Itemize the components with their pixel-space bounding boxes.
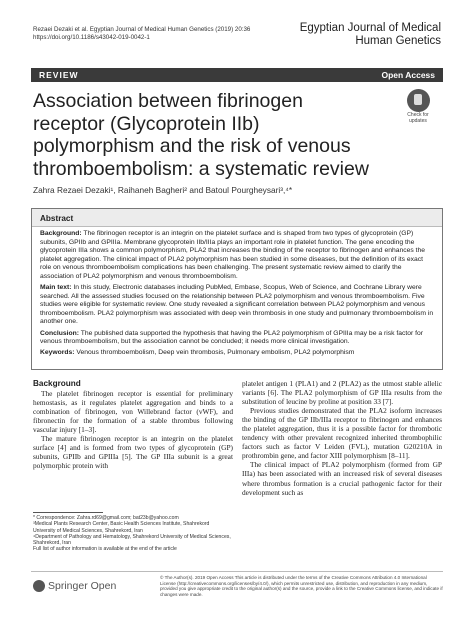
springer-horse-icon: [33, 580, 45, 592]
publisher-logo: [33, 579, 151, 593]
badge-label: [399, 113, 437, 124]
footnote-divider: [33, 512, 103, 513]
abstract-keywords: [40, 349, 436, 358]
badge-label-line1: Check for: [407, 112, 429, 118]
affiliation-note: ³Medical Plants Research Center, Basic Health Sciences Institute, Shahrekord University of Medical Sciences, Shahrekord, Iran: [33, 521, 210, 534]
abstract-main-text: [40, 284, 436, 327]
journal-name-line1: Egyptian Journal of Medical: [299, 22, 441, 34]
main-text: In this study, Electronic databases including PubMed, Embase, Scopus, Web of Science, and Cochrane Library were searched. All the assessed studies focused on the relationship between PLA2 polymorphism and venous thromboembolism. Five studies were eligible for systematic review. One study revealed a significant correlation between PLA2 polymorphism and venous thromboembolism. PLA2 polymorphism was associated with deep vein thrombosis in one study and pulmonary thromboembolism in another one.: [40, 284, 434, 326]
license-text: © The Author(s). 2019 Open Access This article is distributed under the terms of the Creative Commons Attribution 4.0 International License (http://creativecommons.org/licenses/by/4.0/), which permits unrestricted use, distribution, and reproduction in any medium, provided you give appropriate credit to the original author(s) and the source, provide a link to the Creative Commons license, and indicate if changes were made.: [160, 575, 443, 597]
body-paragraph: platelet antigen 1 (PLA1) and 2 (PLA2) as the utmost stable allelic variants [6]. The PLA2 polymorphism of GP IIIa results from the substitution of leucine by proline at position 33 [7].: [242, 379, 442, 407]
journal-name-line2: Human Genetics: [355, 35, 441, 47]
doi-link[interactable]: https://doi.org/10.1186/s43042-019-0042-1: [33, 34, 150, 41]
author-info-note: Full list of author information is available at the end of the article: [33, 546, 177, 553]
update-check-icon: [407, 89, 430, 112]
conclusion-text: The published data supported the hypothesis that having the PLA2 polymorphism of GPIIIa may be a risk factor for venous thromboembolism, but the association cannot be concluded; it needs more clinical investigation.: [40, 329, 423, 346]
section-heading-background: Background: [33, 379, 81, 388]
article-type-label: REVIEW: [39, 70, 79, 80]
body-paragraph: The platelet fibrinogen receptor is essential for preliminary hemostasis, as it regulates platelet aggregation and binds to a combination of fibrinogen, von Willebrand factor (vWF), and fibronectin for the formation of a stable thrombus following vascular injury [1–3].: [33, 389, 233, 435]
abstract-body: [40, 230, 436, 360]
publisher-name: Springer Open: [48, 580, 117, 592]
correspondence-note[interactable]: * Correspondence: Zahra.rd69@gmail.com; bat23b@yahoo.com: [33, 515, 179, 521]
article-title: Association between fibrinogen receptor (Glycoprotein IIb) polymorphism and the risk of venous thromboembolism: a systematic review: [33, 90, 369, 180]
conclusion-label: Conclusion:: [40, 329, 79, 337]
article-type-banner: [31, 68, 443, 82]
abstract-heading: Abstract: [32, 209, 442, 227]
abstract-conclusion: [40, 330, 436, 347]
keywords-label: Keywords:: [40, 349, 75, 357]
abstract-box: [31, 208, 443, 370]
keywords-text: Venous thromboembolism, Deep vein thrombosis, Pulmonary embolism, PLA2 polymorphism: [76, 349, 355, 357]
citation-header: [33, 26, 250, 42]
body-paragraph: The mature fibrinogen receptor is an integrin on the platelet surface [4] and is formed from two types of glycoprotein (GP) subunits, GPIIb and GPIIIa [5]. The GP IIIa subunit is a great polymorphic protein with: [33, 434, 233, 471]
footnotes: [33, 515, 233, 553]
open-access-label: Open Access: [381, 70, 435, 80]
citation-line: Rezaei Dezaki et al. Egyptian Journal of Medical Human Genetics (2019) 20:36: [33, 26, 251, 33]
abstract-background: [40, 230, 436, 282]
footer-divider: [31, 571, 443, 572]
body-paragraph: Previous studies demonstrated that the PLA2 isoform increases the binding of the GP IIb/IIIa receptor to fibrinogen and enhances the platelet aggregation, thus it is a possible factor for thrombotic tendency with other prevalent recognized inherited thrombophilic factors such as factor V Leiden (FVL), mutation G20210A in prothrombin gene, and factor XIII polymorphism [8–11].: [242, 406, 442, 461]
body-paragraph: The clinical impact of PLA2 polymorphism (formed from GP IIIa) has been associated with an increased risk of several diseases where thrombus formation is a crucial pathogenic factor for their development such as: [242, 460, 442, 497]
main-text-label: Main text:: [40, 284, 72, 292]
body-column-right: [242, 379, 442, 497]
body-column-left: [33, 379, 233, 470]
journal-name: [300, 22, 441, 48]
author-list: Zahra Rezaei Dezaki¹, Raihaneh Bagheri² and Batoul Pourgheysari³,⁴*: [33, 185, 293, 195]
affiliation-note: ⁴Department of Pathology and Hematology, Shahrekord University of Medical Sciences, Shahrekord, Iran: [33, 533, 231, 547]
background-label: Background:: [40, 230, 82, 237]
background-text: The fibrinogen receptor is an integrin on the platelet surface and is shaped from two types of glycoprotein (GP) subunits, GPIIb and GPIIIa. Membrane glycoprotein IIb/IIIa plays an important role in platelet function. The gene encoding the glycoprotein IIIa shows a common polymorphism, PLA2 that increases the binding of the receptor to fibrinogen and enhances the platelet aggregation. The clinical impact of PLA2 polymorphism has been studied in some diseases, but the definition of its exact role on venous thromboembolism complications has been challenging. The present systematic review aimed to clarify the association of PLA2 polymorphism and venous thromboembolism.: [40, 230, 425, 280]
check-for-updates-badge[interactable]: [399, 89, 437, 129]
badge-label-line2: updates: [409, 117, 427, 124]
